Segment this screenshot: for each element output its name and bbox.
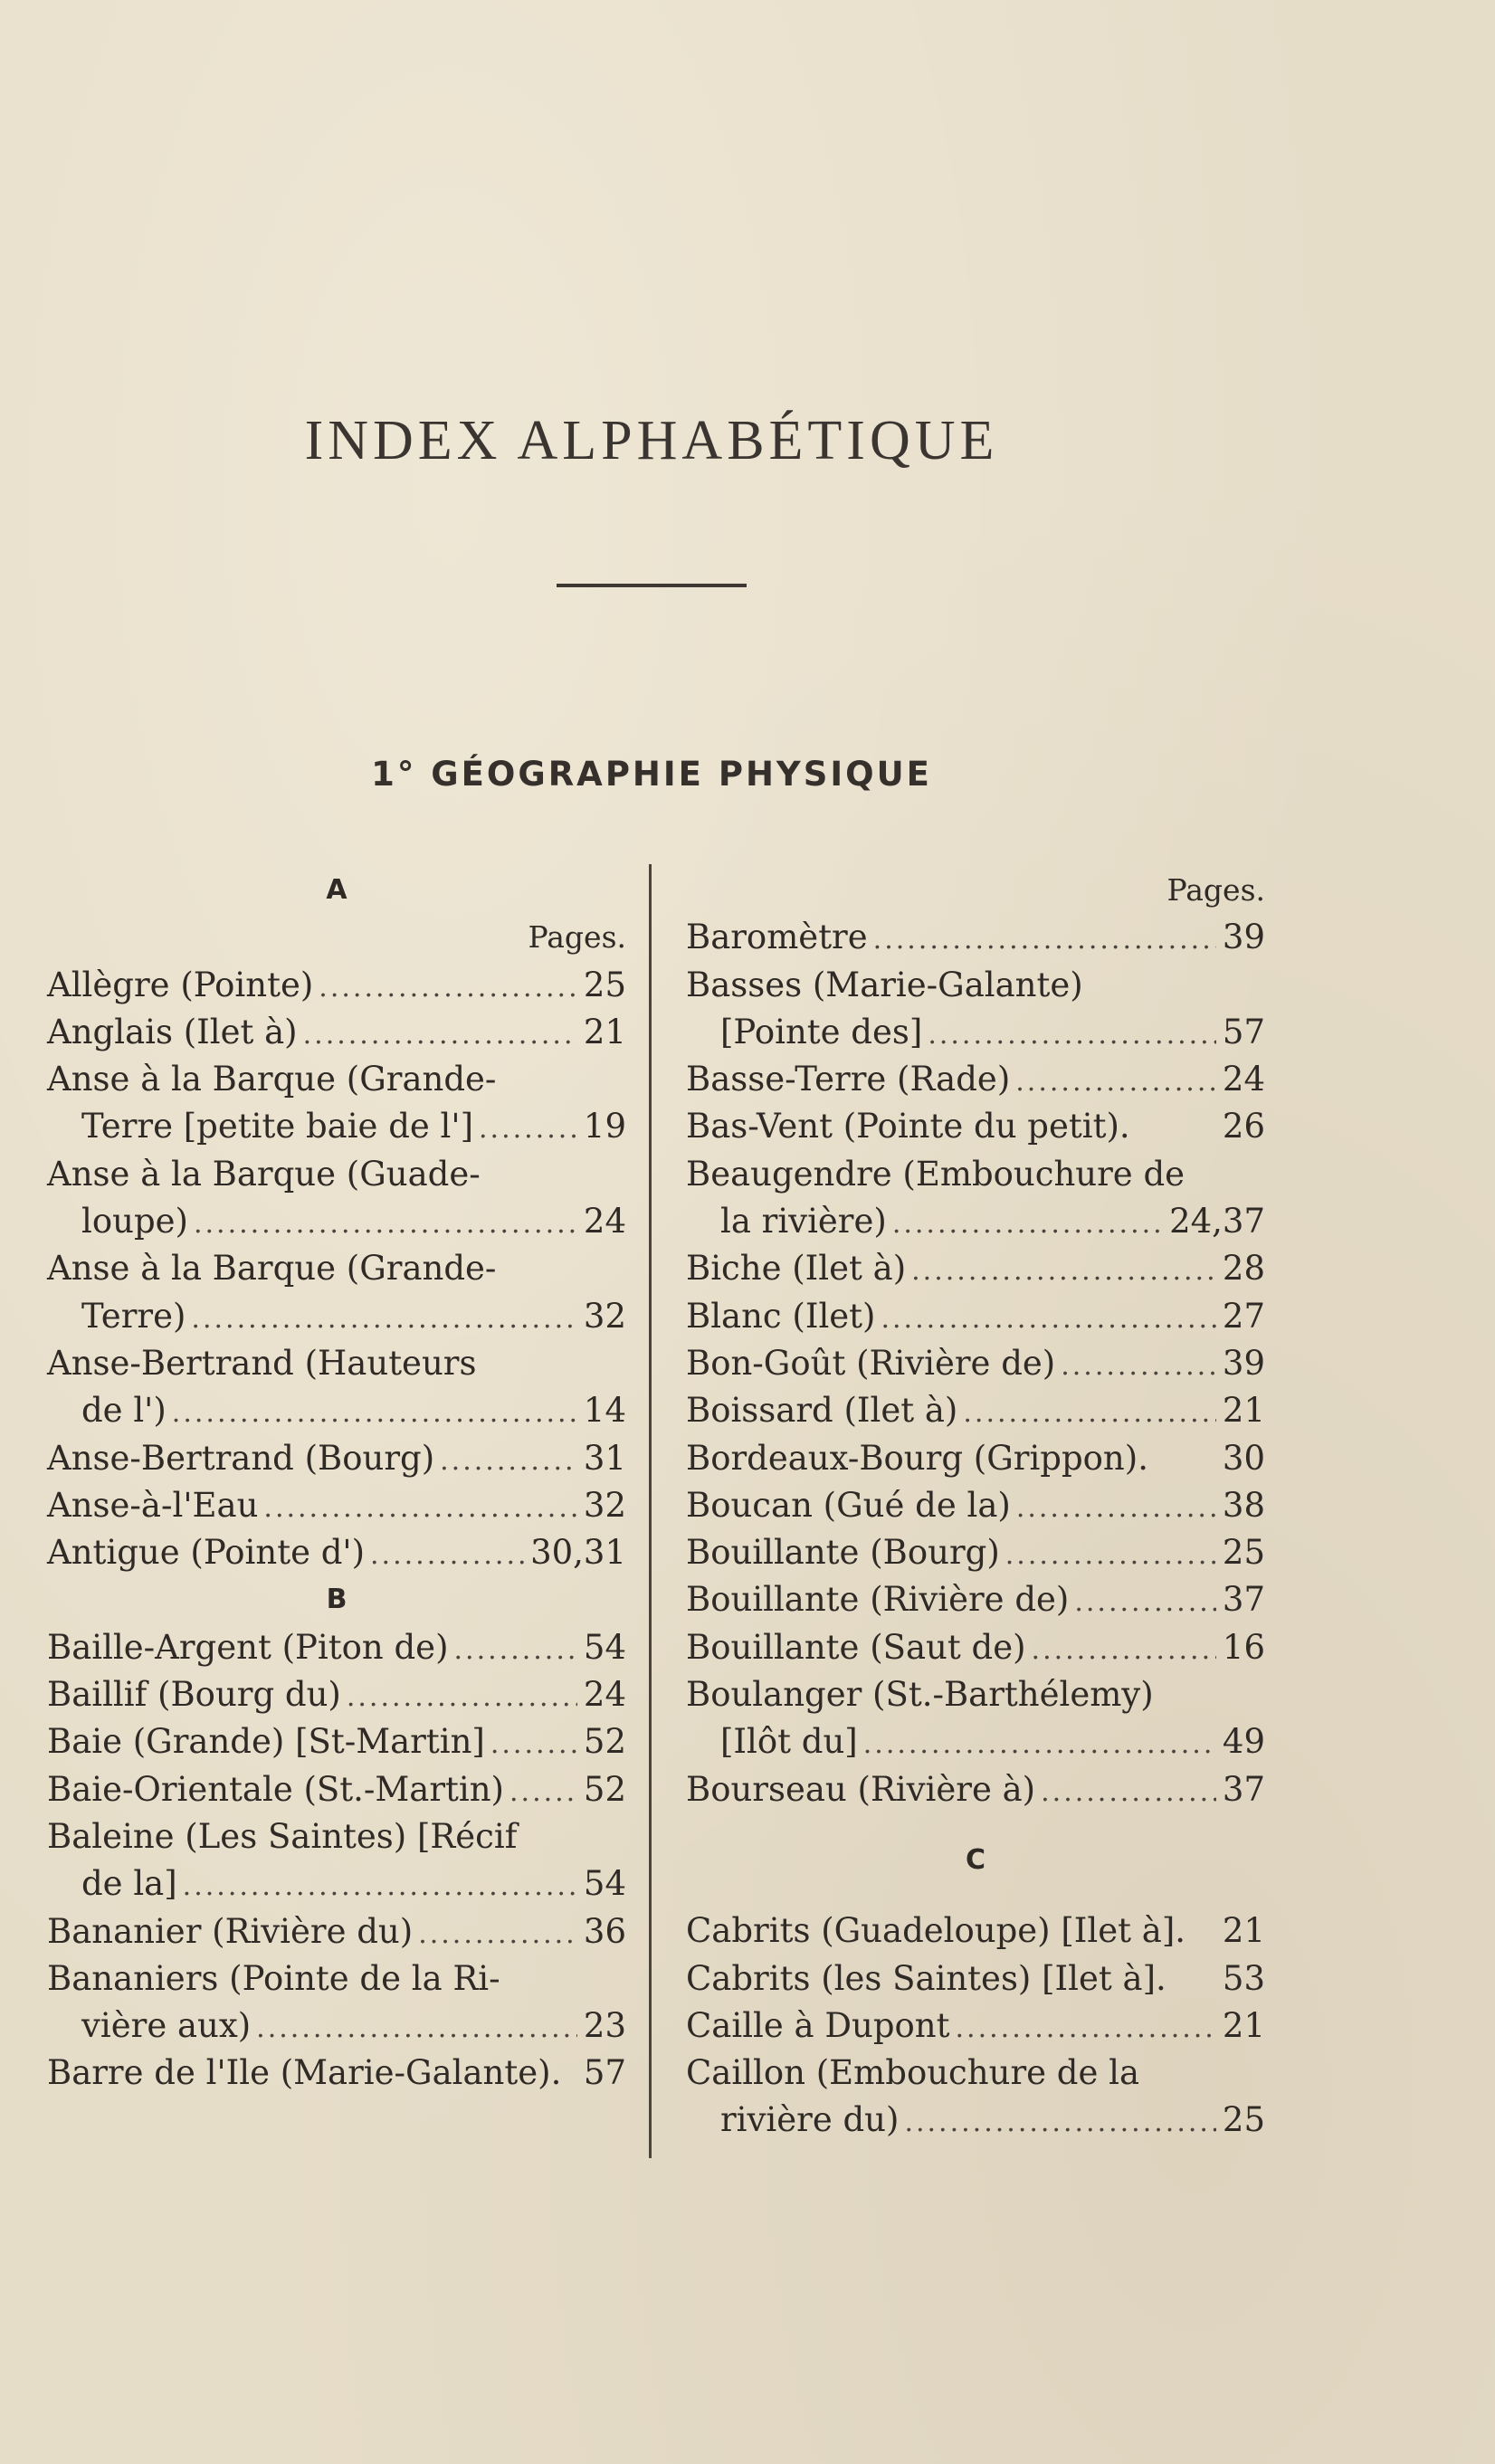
entry-page: 19 (583, 1107, 626, 1146)
entry-text: Bas-Vent (Pointe du petit). (686, 1107, 1130, 1146)
index-entry-continued (47, 1387, 626, 1434)
entry-text: Bouillante (Rivière de) (686, 1580, 1070, 1620)
entry-text: de la] (81, 1864, 177, 1904)
entry-text: Baleine (Les Saintes) [Récif (47, 1816, 518, 1856)
entry-page: 52 (583, 1722, 626, 1762)
entry-text: Allègre (Pointe) (47, 965, 314, 1004)
entry-text: [Ilôt du] (720, 1722, 858, 1762)
entry-text: Anse à la Barque (Guade- (47, 1154, 481, 1194)
index-entry (47, 1529, 626, 1576)
entry-page: 21 (583, 1012, 626, 1051)
entry-text: [Pointe des] (720, 1012, 923, 1051)
index-entry (47, 1718, 626, 1765)
index-entry-continued (686, 1718, 1265, 1765)
entry-text: Boulanger (St.-Barthélemy) (686, 1675, 1154, 1715)
entry-text: Baie-Orientale (St.-Martin) (47, 1769, 504, 1809)
entry-text: Caille à Dupont (686, 2005, 950, 2045)
entry-text: Anse-à-l'Eau (47, 1485, 259, 1525)
entry-text: Bouillante (Saut de) (686, 1627, 1026, 1667)
entry-text: Caillon (Embouchure de la (686, 2053, 1140, 2093)
entry-page: 30 (1222, 1438, 1265, 1478)
index-entry (686, 1435, 1265, 1482)
entry-text: vière aux) (81, 2006, 252, 2046)
entry-page: 32 (583, 1296, 626, 1336)
index-entry (47, 1009, 626, 1056)
entry-text: Terre) (81, 1296, 186, 1336)
index-entry (47, 1955, 626, 2003)
entry-text: Anse à la Barque (Grande- (47, 1060, 497, 1099)
index-entry (47, 1056, 626, 1103)
entry-page: 21 (1222, 2005, 1265, 2045)
pages-label-right: Pages. (1166, 872, 1265, 908)
entry-page: 25 (583, 965, 626, 1004)
index-entry (47, 1340, 626, 1387)
entry-page: 31 (583, 1438, 626, 1478)
entry-text: Baromètre (686, 918, 868, 957)
entry-page: 32 (583, 1485, 626, 1525)
entry-text: Bananier (Rivière du) (47, 1911, 414, 1951)
title-divider (557, 584, 747, 587)
index-entry-continued (47, 2003, 626, 2050)
entry-text: Barre de l'Ile (Marie-Galante). (47, 2053, 562, 2093)
index-entry-continued (686, 1009, 1265, 1056)
entry-page: 39 (1222, 1343, 1265, 1383)
entry-text: Basses (Marie-Galante) (686, 965, 1083, 1004)
index-entry (686, 1245, 1265, 1292)
entry-text: Baillif (Bourg du) (47, 1675, 341, 1715)
index-entry-continued (47, 1293, 626, 1340)
entry-text: Beaugendre (Embouchure de (686, 1154, 1186, 1194)
index-entry (686, 1293, 1265, 1340)
entry-page: 57 (583, 2053, 626, 2093)
index-entry-continued (47, 1198, 626, 1245)
entry-page: 25 (1222, 1533, 1265, 1573)
entry-page: 14 (583, 1391, 626, 1431)
entry-text: Baie (Grande) [St-Martin] (47, 1722, 485, 1762)
entry-page: 36 (583, 1911, 626, 1951)
entry-text: Cabrits (Guadeloupe) [Ilet à]. (686, 1911, 1186, 1951)
entry-page: 37 (1222, 1580, 1265, 1620)
index-entry (686, 1056, 1265, 1103)
entry-page: 24,37 (1169, 1202, 1265, 1242)
entry-text: Anse à la Barque (Grande- (47, 1249, 497, 1289)
index-entry (686, 1151, 1265, 1198)
entry-text: Boissard (Ilet à) (686, 1391, 958, 1431)
index-entry-continued (686, 1198, 1265, 1245)
entry-page: 24 (583, 1202, 626, 1242)
entry-text: Bouillante (Bourg) (686, 1533, 1000, 1573)
entry-text: Bordeaux-Bourg (Grippon). (686, 1438, 1148, 1478)
index-entry (686, 1624, 1265, 1671)
section-heading: 1° GÉOGRAPHIE PHYSIQUE (371, 755, 932, 794)
entry-text: Baille-Argent (Piton de) (47, 1627, 449, 1667)
index-entry (47, 1245, 626, 1292)
entry-page: 54 (583, 1627, 626, 1667)
index-entry-continued (47, 1860, 626, 1907)
index-entry (686, 2050, 1265, 2097)
entry-page: 52 (583, 1769, 626, 1809)
index-entry (47, 1908, 626, 1955)
entry-text: Terre [petite baie de l'] (81, 1107, 473, 1146)
entry-text: de l') (81, 1391, 167, 1431)
entry-page: 25 (1222, 2100, 1265, 2140)
entry-page: 24 (583, 1675, 626, 1715)
index-entry (47, 1482, 626, 1529)
pages-label-left: Pages. (528, 919, 626, 956)
entry-text: Bourseau (Rivière à) (686, 1769, 1036, 1809)
entry-text: Anse-Bertrand (Hauteurs (47, 1343, 477, 1383)
index-entry (47, 1671, 626, 1718)
letter-heading-b: B (326, 1584, 348, 1616)
index-entry (686, 1671, 1265, 1718)
entry-text: Bon-Goût (Rivière de) (686, 1343, 1056, 1383)
index-entry (686, 1482, 1265, 1529)
index-entry (686, 914, 1265, 961)
entry-text: la rivière) (720, 1202, 887, 1242)
entry-text: Biche (Ilet à) (686, 1249, 907, 1289)
entry-text: Anglais (Ilet à) (47, 1012, 298, 1051)
entry-page: 21 (1222, 1391, 1265, 1431)
index-entry (47, 1435, 626, 1482)
entry-page: 54 (583, 1864, 626, 1904)
index-entry (47, 1624, 626, 1671)
entry-text: Bananiers (Pointe de la Ri- (47, 1958, 500, 1998)
entry-page: 39 (1222, 918, 1265, 957)
entry-page: 57 (1222, 1012, 1265, 1051)
index-entry (686, 1766, 1265, 1813)
left-column (47, 867, 626, 2098)
entry-page: 49 (1222, 1722, 1265, 1762)
entry-text: Boucan (Gué de la) (686, 1485, 1011, 1525)
entry-page: 16 (1222, 1627, 1265, 1667)
entry-page: 23 (583, 2006, 626, 2046)
index-entry (686, 1340, 1265, 1387)
index-entry (686, 2003, 1265, 2050)
entry-text: rivière du) (720, 2100, 900, 2140)
index-entry (686, 1955, 1265, 2003)
right-column (686, 867, 1265, 2145)
entry-page: 27 (1222, 1296, 1265, 1336)
entry-page: 53 (1222, 1958, 1265, 1998)
entry-text: Blanc (Ilet) (686, 1296, 876, 1336)
page-title: INDEX ALPHABÉTIQUE (304, 410, 999, 471)
entry-text: Cabrits (les Saintes) [Ilet à]. (686, 1958, 1166, 1998)
index-entry (47, 2050, 626, 2097)
entry-page: 37 (1222, 1769, 1265, 1809)
entry-page: 24 (1222, 1060, 1265, 1099)
entry-text: Basse-Terre (Rade) (686, 1060, 1011, 1099)
column-divider (649, 864, 652, 2158)
index-entry (47, 1813, 626, 1860)
entry-page: 28 (1222, 1249, 1265, 1289)
index-entry (686, 1529, 1265, 1576)
index-entry (686, 1907, 1265, 1955)
letter-heading-c: C (965, 1843, 986, 1876)
index-entry (47, 1766, 626, 1813)
entry-text: Anse-Bertrand (Bourg) (47, 1438, 435, 1478)
letter-heading-a: A (326, 874, 348, 906)
index-entry (686, 962, 1265, 1009)
index-entry (686, 1387, 1265, 1434)
index-entry (47, 1151, 626, 1198)
index-entry-continued (47, 1103, 626, 1150)
entry-text: Antigue (Pointe d') (47, 1533, 366, 1573)
entry-page: 30,31 (530, 1533, 626, 1573)
entry-page: 38 (1222, 1485, 1265, 1525)
index-entry (686, 1103, 1265, 1150)
index-entry (47, 962, 626, 1009)
index-entry-continued (686, 2097, 1265, 2144)
entry-text: loupe) (81, 1202, 188, 1242)
entry-page: 26 (1222, 1107, 1265, 1146)
index-entry (686, 1576, 1265, 1623)
entry-page: 21 (1222, 1911, 1265, 1951)
